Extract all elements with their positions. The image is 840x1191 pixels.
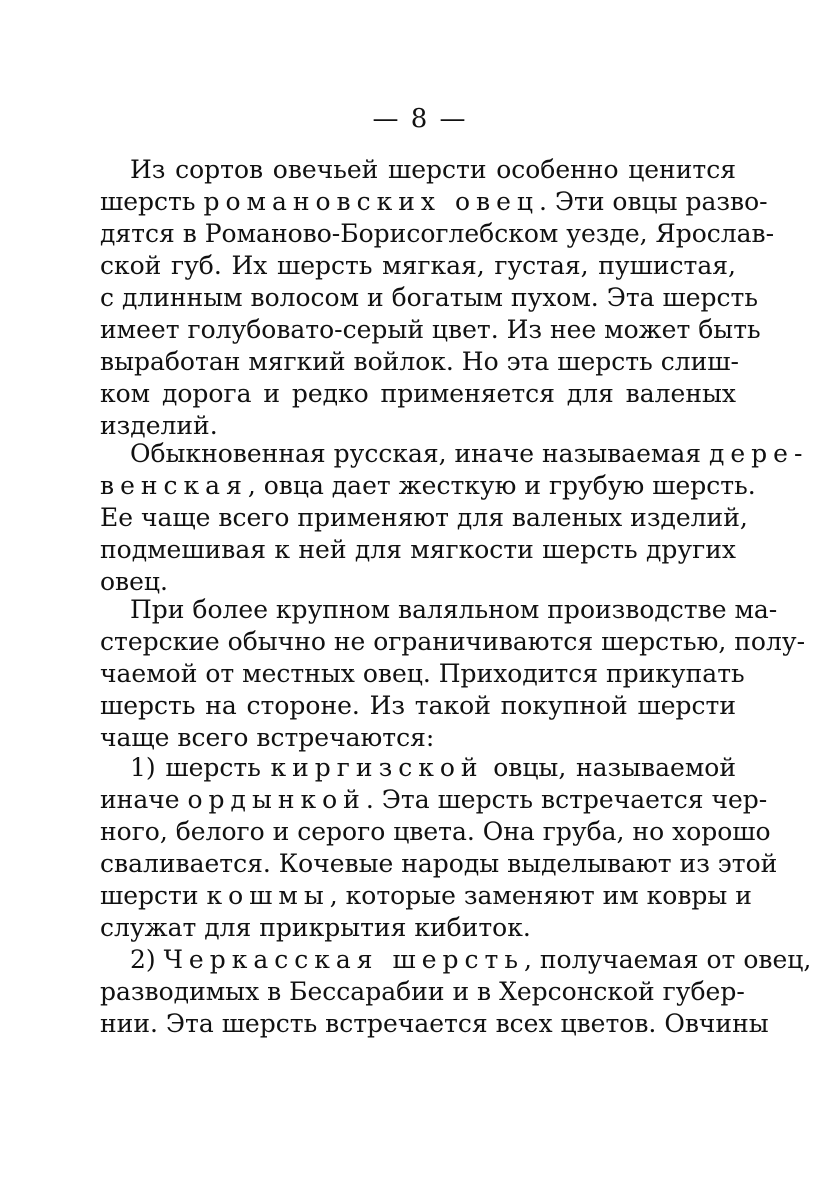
text-line: шерсти кошмы, которые заменяют им ковры и: [100, 881, 752, 910]
text-line: дятся в Романово-Борисоглебском уезде, Ярослав-: [100, 219, 775, 248]
text-line: шерсть романовских овец. Эти овцы разво-: [100, 187, 768, 216]
text-line: 1) шерсть киргизской овцы, называемой: [130, 753, 736, 782]
text-line: ской губ. Их шерсть мягкая, густая, пушистая,: [100, 251, 736, 280]
text-line: овец.: [100, 567, 168, 596]
spaced-emphasis: Черкасская шерсть: [163, 945, 524, 974]
text-line: Ее чаще всего применяют для валеных изделий,: [100, 503, 748, 532]
text-line: 2) Черкасская шерсть, получаемая от овец,: [130, 945, 812, 974]
spaced-emphasis: ордынкой: [187, 785, 366, 814]
page-number: — 8 —: [372, 104, 468, 134]
text-line: имеет голубовато-серый цвет. Из нее может быть: [100, 315, 761, 344]
text-line: разводимых в Бессарабии и в Херсонской губер-: [100, 977, 745, 1006]
text-line: Из сортов овечьей шерсти особенно ценится: [130, 155, 736, 184]
spaced-emphasis: венская: [100, 471, 248, 500]
spaced-emphasis: киргизской: [270, 753, 484, 782]
spaced-emphasis: романовских овец: [203, 187, 539, 216]
text-line: нии. Эта шерсть встречается всех цветов. Овчины: [100, 1009, 769, 1038]
text-line: ного, белого и серого цвета. Она груба, но хорошо: [100, 817, 771, 846]
text-line: При более крупном валяльном производстве ма-: [130, 595, 778, 624]
text-line: изделий.: [100, 411, 218, 440]
text-line: стерские обычно не ограничиваются шерстью, полу-: [100, 627, 806, 656]
text-line: подмешивая к ней для мягкости шерсть других: [100, 535, 736, 564]
text-line: чаемой от местных овец. Приходится прикупать: [100, 659, 745, 688]
text-line: шерсть на стороне. Из такой покупной шерсти: [100, 691, 736, 720]
text-line: иначе ордынкой. Эта шерсть встречается чер-: [100, 785, 768, 814]
text-line: сваливается. Кочевые народы выделывают из этой: [100, 849, 778, 878]
spaced-emphasis: кошмы: [206, 881, 330, 910]
text-line: служат для прикрытия кибиток.: [100, 913, 531, 942]
text-line: выработан мягкий войлок. Но эта шерсть слиш-: [100, 347, 739, 376]
spaced-emphasis: дере-: [708, 439, 809, 468]
text-line: венская, овца дает жесткую и грубую шерсть.: [100, 471, 756, 500]
text-line: ком дорога и редко применяется для валеных: [100, 379, 736, 408]
text-line: чаще всего встречаются:: [100, 723, 435, 752]
text-line: Обыкновенная русская, иначе называемая дере-: [130, 439, 809, 468]
text-line: с длинным волосом и богатым пухом. Эта шерсть: [100, 283, 758, 312]
